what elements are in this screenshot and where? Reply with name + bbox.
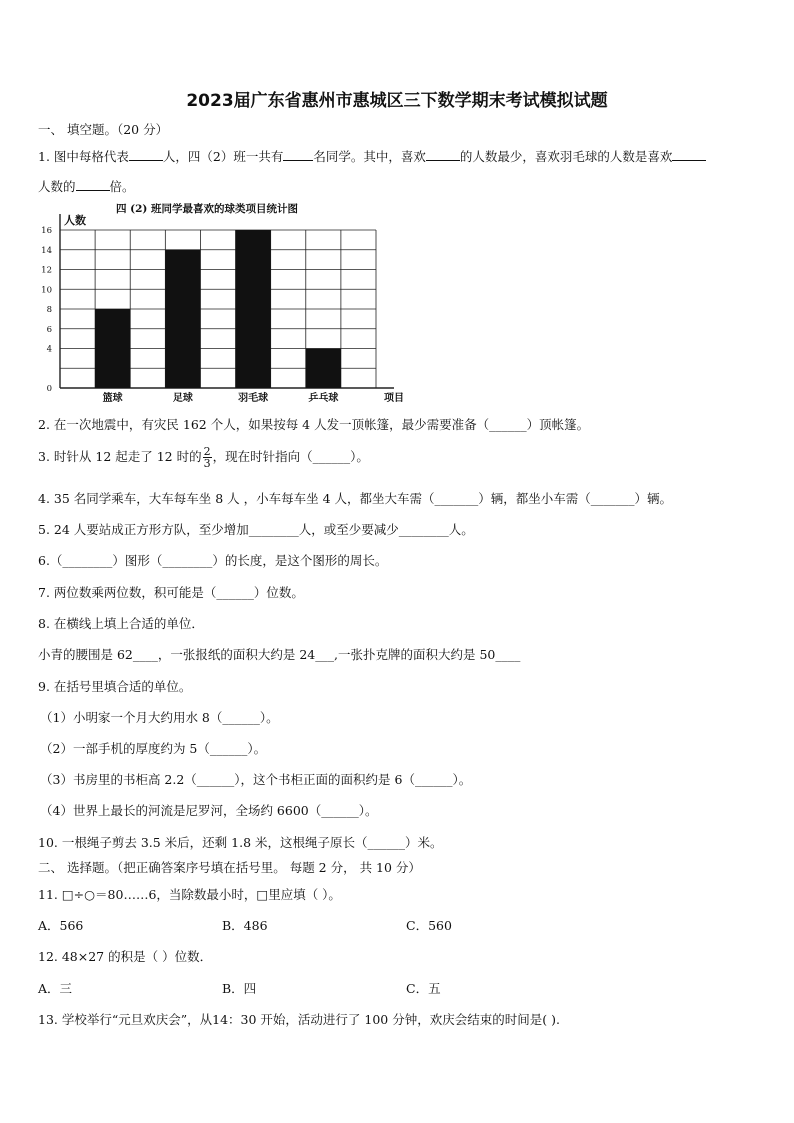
question-8-line: 小青的腰围是 62____，一张报纸的面积大约是 24___,一张扑克牌的面积大约是 50____ bbox=[38, 647, 521, 662]
answer-blank[interactable] bbox=[283, 148, 313, 161]
x-tick-label: 足球 bbox=[172, 393, 193, 404]
y-tick-label: 12 bbox=[41, 265, 52, 276]
page-title: 2023届广东省惠州市惠城区三下数学期末考试模拟试题 bbox=[186, 91, 608, 111]
bar bbox=[95, 309, 130, 388]
q1-text: 名同学。其中，喜欢 bbox=[313, 149, 426, 164]
section-2-heading: 二、 选择题。（把正确答案序号填在括号里。 每题 2 分， 共 10 分） bbox=[38, 860, 421, 875]
question-9-item-2: （2）一部手机的厚度约为 5（______）。 bbox=[40, 741, 267, 756]
y-tick-label: 4 bbox=[46, 344, 52, 355]
answer-blank[interactable] bbox=[129, 148, 163, 161]
x-tick-label: 乒乓球 bbox=[308, 393, 339, 404]
question-4: 4. 35 名同学乘车，大车每车坐 8 人 ，小车每车坐 4 人，都坐大车需（_______）辆，都坐小车需（_______）辆。 bbox=[38, 491, 673, 506]
q1-text: 的人数最少，喜欢羽毛球的人数是喜欢 bbox=[459, 149, 673, 164]
question-11: 11. □÷○＝80……6，当除数最小时，□里应填（ ）。 bbox=[38, 887, 341, 902]
y-tick-label: 10 bbox=[41, 285, 52, 296]
option-a[interactable]: A．三 bbox=[38, 981, 73, 996]
fraction bbox=[203, 446, 212, 469]
option-c[interactable]: C．560 bbox=[406, 918, 452, 933]
q1-text: 人，四（2）班一共有 bbox=[162, 149, 284, 164]
question-6: 6.（________）图形（________）的长度，是这个图形的周长。 bbox=[38, 553, 388, 568]
option-b[interactable]: B．486 bbox=[222, 918, 268, 933]
x-tick-label: 篮球 bbox=[102, 393, 123, 404]
question-3 bbox=[38, 446, 369, 469]
question-9-item-1: （1）小明家一个月大约用水 8（______）。 bbox=[40, 710, 279, 725]
q1-text: 倍。 bbox=[109, 179, 135, 194]
y-tick-label: 14 bbox=[41, 245, 52, 256]
question-9-item-3: （3）书房里的书柜高 2.2（______），这个书柜正面的面积约是 6（______）。 bbox=[40, 772, 472, 787]
q1-text: 人数的 bbox=[38, 179, 76, 194]
section-1-heading: 一、 填空题。（20 分） bbox=[38, 122, 169, 137]
y-tick-label: 0 bbox=[46, 384, 52, 394]
bar bbox=[236, 230, 271, 388]
bar-chart bbox=[38, 200, 408, 410]
question-1-line-2 bbox=[38, 177, 135, 195]
bar bbox=[165, 250, 200, 388]
y-tick-label: 16 bbox=[41, 226, 52, 236]
x-axis-label: 项目 bbox=[384, 393, 404, 404]
question-7: 7. 两位数乘两位数，积可能是（______）位数。 bbox=[38, 585, 304, 600]
question-9-heading: 9. 在括号里填合适的单位。 bbox=[38, 679, 192, 694]
answer-blank[interactable] bbox=[76, 178, 110, 191]
q3-text: 3. 时针从 12 起走了 12 时的 bbox=[38, 449, 202, 464]
question-13: 13. 学校举行“元旦欢庆会”，从14：30 开始，活动进行了 100 分钟，欢庆会结束的时间是( ). bbox=[38, 1012, 560, 1027]
y-tick-label: 6 bbox=[46, 324, 52, 335]
x-tick-label: 羽毛球 bbox=[238, 393, 269, 404]
q3-text: ，现在时针指向（______）。 bbox=[212, 449, 369, 464]
y-tick-label: 8 bbox=[46, 305, 52, 315]
answer-blank[interactable] bbox=[426, 148, 460, 161]
question-10: 10. 一根绳子剪去 3.5 米后，还剩 1.8 米，这根绳子原长（______）米。 bbox=[38, 835, 443, 850]
fraction-numerator: 2 bbox=[203, 445, 211, 458]
option-b[interactable]: B．四 bbox=[222, 981, 257, 996]
answer-blank[interactable] bbox=[672, 148, 706, 161]
question-5: 5. 24 人要站成正方形方队，至少增加________人，或至少要减少________人。 bbox=[38, 522, 474, 537]
option-c[interactable]: C．五 bbox=[406, 981, 441, 996]
question-1-line-1 bbox=[38, 147, 706, 165]
q1-text: 1. 图中每格代表 bbox=[38, 149, 129, 164]
option-a[interactable]: A．566 bbox=[38, 918, 84, 933]
question-2: 2. 在一次地震中，有灾民 162 个人，如果按每 4 人发一顶帐篷，最少需要准备（______）顶帐篷。 bbox=[38, 417, 590, 432]
chart-title: 四 (2) 班同学最喜欢的球类项目统计图 bbox=[116, 203, 299, 215]
y-axis-label: 人数 bbox=[64, 214, 86, 227]
question-9-item-4: （4）世界上最长的河流是尼罗河，全场约 6600（______）。 bbox=[40, 803, 378, 818]
question-12: 12. 48×27 的积是（ ）位数． bbox=[38, 949, 213, 964]
fraction-denominator: 3 bbox=[203, 457, 211, 470]
bar bbox=[306, 349, 341, 389]
question-8-heading: 8. 在横线上填上合适的单位． bbox=[38, 616, 204, 631]
